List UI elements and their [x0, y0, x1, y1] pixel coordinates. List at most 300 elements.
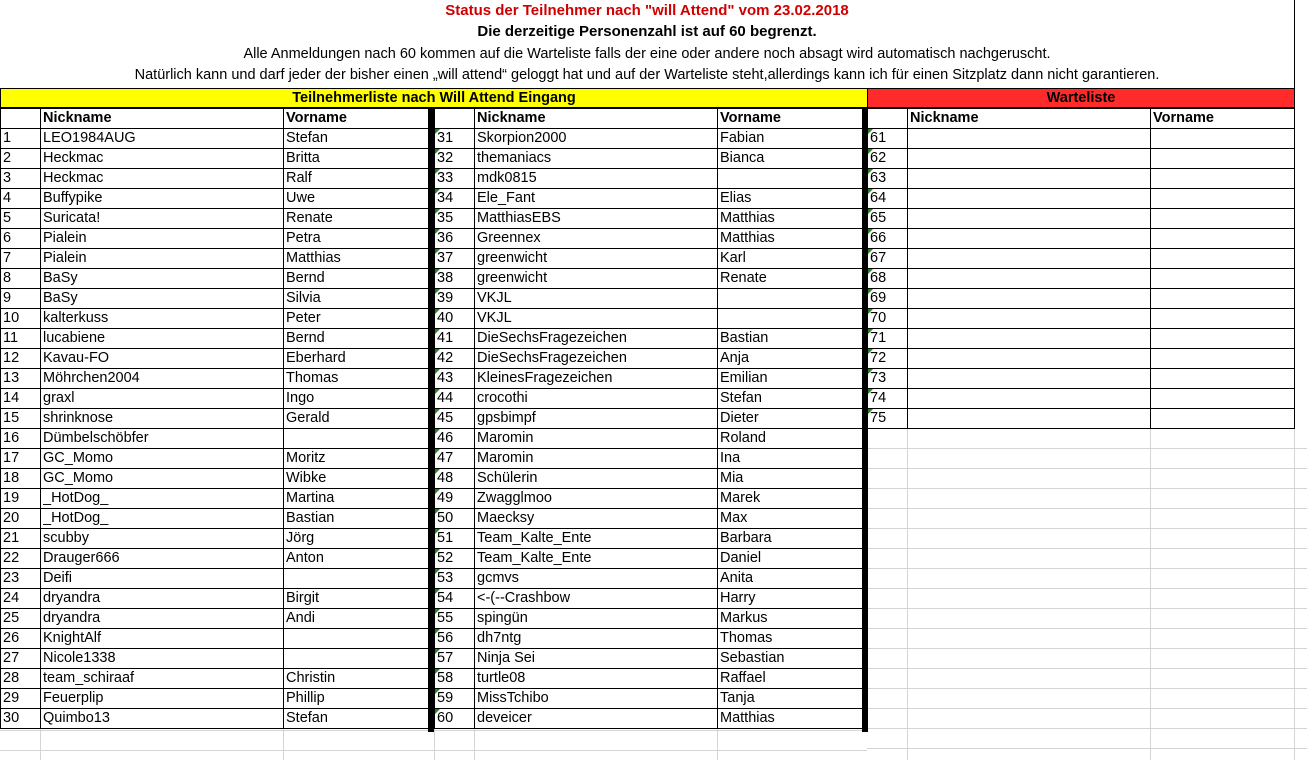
- grid-line: [474, 728, 475, 760]
- nickname-cell[interactable]: [910, 268, 1149, 288]
- vorname-cell[interactable]: [1153, 328, 1293, 348]
- nickname-cell[interactable]: Team_Kalte_Ente: [477, 550, 592, 566]
- row-number[interactable]: 4: [3, 190, 12, 206]
- participants-section-title[interactable]: Teilnehmerliste nach Will Attend Eingang: [0, 88, 867, 108]
- nickname-cell[interactable]: Drauger666: [43, 550, 120, 566]
- grid-line: [867, 708, 1307, 709]
- nickname-cell[interactable]: [910, 208, 1149, 228]
- grid-line: [1294, 108, 1295, 428]
- vorname-cell[interactable]: [1153, 348, 1293, 368]
- vorname-cell[interactable]: Matthias: [720, 710, 775, 726]
- vorname-cell[interactable]: Wibke: [286, 470, 327, 486]
- column-header-vorname[interactable]: Vorname: [1153, 110, 1214, 126]
- row-number[interactable]: 53: [437, 570, 454, 586]
- vorname-cell[interactable]: [720, 168, 861, 188]
- vorname-cell[interactable]: [1153, 288, 1293, 308]
- vorname-cell[interactable]: Marek: [720, 490, 761, 506]
- nickname-cell[interactable]: [910, 288, 1149, 308]
- row-number[interactable]: 32: [437, 150, 454, 166]
- row-number[interactable]: 50: [437, 510, 454, 526]
- page-title: Status der Teilnehmer nach "will Attend" vom 23.02.2018: [445, 2, 849, 19]
- nickname-cell[interactable]: [910, 148, 1149, 168]
- vorname-cell[interactable]: Peter: [286, 310, 321, 326]
- grid-line: [867, 528, 1307, 529]
- grid-line: [0, 148, 429, 149]
- grid-line: [0, 348, 429, 349]
- spreadsheet-grid[interactable]: [0, 108, 1307, 760]
- vorname-cell[interactable]: Britta: [286, 150, 320, 166]
- comment-indicator-icon: [435, 289, 440, 294]
- nickname-cell[interactable]: Zwagglmoo: [477, 490, 552, 506]
- vorname-cell[interactable]: Anton: [286, 550, 324, 566]
- nickname-cell[interactable]: graxl: [43, 390, 75, 406]
- vorname-cell[interactable]: [1153, 388, 1293, 408]
- nickname-cell[interactable]: Maromin: [477, 450, 534, 466]
- comment-indicator-icon: [868, 289, 873, 294]
- nickname-cell[interactable]: Deifi: [43, 570, 73, 586]
- grid-line: [867, 668, 1307, 669]
- grid-line: [1150, 428, 1151, 760]
- row-number[interactable]: 71: [870, 330, 887, 346]
- row-number[interactable]: 51: [437, 530, 454, 546]
- row-number[interactable]: 13: [3, 370, 20, 386]
- comment-indicator-icon: [435, 149, 440, 154]
- grid-line: [867, 428, 1295, 429]
- vorname-cell[interactable]: Matthias: [720, 210, 775, 226]
- vorname-cell[interactable]: Ina: [720, 450, 741, 466]
- vorname-cell[interactable]: Anja: [720, 350, 750, 366]
- column-header-nickname[interactable]: Nickname: [477, 110, 546, 126]
- vorname-cell[interactable]: Andi: [286, 610, 316, 626]
- vorname-cell[interactable]: Birgit: [286, 590, 320, 606]
- waitlist-note: Alle Anmeldungen nach 60 kommen auf die Warteliste falls der eine oder andere noch absagt wird automatisch nachgeruscht.: [243, 46, 1051, 62]
- grid-line: [434, 728, 863, 729]
- grid-line: [867, 548, 1307, 549]
- vorname-cell[interactable]: Max: [720, 510, 748, 526]
- nickname-cell[interactable]: KnightAlf: [43, 630, 102, 646]
- nickname-cell[interactable]: [910, 128, 1149, 148]
- row-number[interactable]: 55: [437, 610, 454, 626]
- nickname-cell[interactable]: Pialein: [43, 230, 87, 246]
- vorname-cell[interactable]: Bastian: [720, 330, 769, 346]
- nickname-cell[interactable]: [910, 388, 1149, 408]
- nickname-cell[interactable]: dryandra: [43, 590, 101, 606]
- grid-line: [867, 568, 1307, 569]
- vorname-cell[interactable]: Matthias: [720, 230, 775, 246]
- vorname-cell[interactable]: [1153, 368, 1293, 388]
- row-number[interactable]: 65: [870, 210, 887, 226]
- row-number[interactable]: 1: [3, 130, 12, 146]
- nickname-cell[interactable]: DieSechsFragezeichen: [477, 330, 627, 346]
- row-number[interactable]: 58: [437, 670, 454, 686]
- grid-line: [867, 168, 1295, 169]
- nickname-cell[interactable]: Maromin: [477, 430, 534, 446]
- column-header-nickname[interactable]: Nickname: [910, 110, 979, 126]
- comment-indicator-icon: [868, 309, 873, 314]
- vorname-cell[interactable]: Dieter: [720, 410, 759, 426]
- nickname-cell[interactable]: Quimbo13: [43, 710, 110, 726]
- vorname-cell[interactable]: Stefan: [720, 390, 762, 406]
- row-number[interactable]: 20: [3, 510, 20, 526]
- row-number[interactable]: 14: [3, 390, 20, 406]
- nickname-cell[interactable]: _HotDog_: [43, 510, 109, 526]
- vorname-cell[interactable]: Martina: [286, 490, 335, 506]
- nickname-cell[interactable]: [910, 328, 1149, 348]
- row-number[interactable]: 37: [437, 250, 454, 266]
- row-number[interactable]: 59: [437, 690, 454, 706]
- vorname-cell[interactable]: [1153, 148, 1293, 168]
- row-number[interactable]: 26: [3, 630, 20, 646]
- comment-indicator-icon: [435, 449, 440, 454]
- vorname-cell[interactable]: Stefan: [286, 710, 328, 726]
- grid-line: [0, 548, 429, 549]
- row-number[interactable]: 45: [437, 410, 454, 426]
- nickname-cell[interactable]: mdk0815: [477, 170, 537, 186]
- vorname-cell[interactable]: Anita: [720, 570, 754, 586]
- vorname-cell[interactable]: Emilian: [720, 370, 768, 386]
- row-number[interactable]: 73: [870, 370, 887, 386]
- grid-line: [434, 648, 863, 649]
- vorname-cell[interactable]: Stefan: [286, 130, 328, 146]
- grid-line: [867, 588, 1307, 589]
- grid-line: [40, 728, 41, 760]
- row-number[interactable]: 49: [437, 490, 454, 506]
- nickname-cell[interactable]: shrinknose: [43, 410, 114, 426]
- row-number[interactable]: 24: [3, 590, 20, 606]
- row-number[interactable]: 56: [437, 630, 454, 646]
- row-number[interactable]: 5: [3, 210, 12, 226]
- vorname-cell[interactable]: Bianca: [720, 150, 765, 166]
- nickname-cell[interactable]: Skorpion2000: [477, 130, 567, 146]
- vorname-cell[interactable]: Fabian: [720, 130, 765, 146]
- vorname-cell[interactable]: Petra: [286, 230, 321, 246]
- row-number[interactable]: 54: [437, 590, 454, 606]
- nickname-cell[interactable]: Heckmac: [43, 150, 104, 166]
- row-number[interactable]: 64: [870, 190, 887, 206]
- row-number[interactable]: 33: [437, 170, 454, 186]
- row-number[interactable]: 47: [437, 450, 454, 466]
- vorname-cell[interactable]: [1153, 248, 1293, 268]
- row-number[interactable]: 60: [437, 710, 454, 726]
- nickname-cell[interactable]: Dümbelschöbfer: [43, 430, 149, 446]
- nickname-cell[interactable]: [910, 348, 1149, 368]
- vorname-cell[interactable]: Phillip: [286, 690, 325, 706]
- vorname-cell[interactable]: Sebastian: [720, 650, 785, 666]
- grid-line: [0, 288, 429, 289]
- grid-line: [907, 428, 908, 760]
- nickname-cell[interactable]: KleinesFragezeichen: [477, 370, 613, 386]
- grid-line: [434, 588, 863, 589]
- vorname-cell[interactable]: [1153, 408, 1293, 428]
- nickname-cell[interactable]: Team_Kalte_Ente: [477, 530, 592, 546]
- vorname-cell[interactable]: Mia: [720, 470, 744, 486]
- nickname-cell[interactable]: team_schiraaf: [43, 670, 135, 686]
- vorname-cell[interactable]: [286, 628, 427, 648]
- comment-indicator-icon: [868, 389, 873, 394]
- vorname-cell[interactable]: [1153, 128, 1293, 148]
- row-number[interactable]: 75: [870, 410, 887, 426]
- nickname-cell[interactable]: Ele_Fant: [477, 190, 536, 206]
- row-number[interactable]: 22: [3, 550, 20, 566]
- nickname-cell[interactable]: greenwicht: [477, 270, 548, 286]
- vorname-cell[interactable]: Bernd: [286, 270, 325, 286]
- nickname-cell[interactable]: themaniacs: [477, 150, 552, 166]
- grid-line: [434, 528, 863, 529]
- header-border: [1294, 0, 1295, 88]
- grid-line: [0, 228, 429, 229]
- vorname-cell[interactable]: [1153, 268, 1293, 288]
- grid-line: [867, 248, 1295, 249]
- nickname-cell[interactable]: [910, 188, 1149, 208]
- row-number[interactable]: 12: [3, 350, 20, 366]
- grid-line: [1294, 428, 1295, 760]
- row-number[interactable]: 41: [437, 330, 454, 346]
- waitlist-section-title[interactable]: Warteliste: [867, 88, 1295, 108]
- nickname-cell[interactable]: [910, 228, 1149, 248]
- comment-indicator-icon: [435, 609, 440, 614]
- vorname-cell[interactable]: Renate: [720, 270, 767, 286]
- nickname-cell[interactable]: VKJL: [477, 290, 512, 306]
- grid-line: [283, 728, 284, 760]
- grid-line: [867, 268, 1295, 269]
- row-number[interactable]: 42: [437, 350, 454, 366]
- vorname-cell[interactable]: Renate: [286, 210, 333, 226]
- row-number[interactable]: 19: [3, 490, 20, 506]
- vorname-cell[interactable]: [1153, 168, 1293, 188]
- row-number[interactable]: 72: [870, 350, 887, 366]
- vorname-cell[interactable]: Jörg: [286, 530, 315, 546]
- row-number[interactable]: 48: [437, 470, 454, 486]
- vorname-cell[interactable]: [1153, 188, 1293, 208]
- nickname-cell[interactable]: <-(--Crashbow: [477, 590, 571, 606]
- nickname-cell[interactable]: Nicole1338: [43, 650, 116, 666]
- nickname-cell[interactable]: turtle08: [477, 670, 526, 686]
- grid-line: [867, 488, 1307, 489]
- grid-line: [434, 128, 863, 129]
- row-number[interactable]: 66: [870, 230, 887, 246]
- comment-indicator-icon: [868, 329, 873, 334]
- row-number[interactable]: 39: [437, 290, 454, 306]
- row-number[interactable]: 10: [3, 310, 20, 326]
- row-number[interactable]: 3: [3, 170, 12, 186]
- comment-indicator-icon: [435, 709, 440, 714]
- row-number[interactable]: 69: [870, 290, 887, 306]
- row-number[interactable]: 2: [3, 150, 12, 166]
- row-number[interactable]: 8: [3, 270, 12, 286]
- grid-line: [867, 608, 1307, 609]
- grid-line: [434, 708, 863, 709]
- vorname-cell[interactable]: Elias: [720, 190, 752, 206]
- vorname-cell[interactable]: Ralf: [286, 170, 312, 186]
- nickname-cell[interactable]: [910, 248, 1149, 268]
- vorname-cell[interactable]: Matthias: [286, 250, 341, 266]
- nickname-cell[interactable]: Maecksy: [477, 510, 535, 526]
- comment-indicator-icon: [435, 589, 440, 594]
- nickname-cell[interactable]: Suricata!: [43, 210, 101, 226]
- nickname-cell[interactable]: dh7ntg: [477, 630, 522, 646]
- row-number[interactable]: 11: [3, 330, 19, 346]
- nickname-cell[interactable]: Feuerplip: [43, 690, 104, 706]
- vorname-cell[interactable]: Moritz: [286, 450, 326, 466]
- nickname-cell[interactable]: GC_Momo: [43, 470, 114, 486]
- grid-line: [40, 108, 41, 728]
- vorname-cell[interactable]: Bastian: [286, 510, 335, 526]
- row-number[interactable]: 9: [3, 290, 12, 306]
- vorname-cell[interactable]: [286, 568, 427, 588]
- nickname-cell[interactable]: Ninja Sei: [477, 650, 536, 666]
- nickname-cell[interactable]: Möhrchen2004: [43, 370, 140, 386]
- nickname-cell[interactable]: Schülerin: [477, 470, 538, 486]
- comment-indicator-icon: [435, 349, 440, 354]
- nickname-cell[interactable]: LEO1984AUG: [43, 130, 136, 146]
- vorname-cell[interactable]: Harry: [720, 590, 756, 606]
- vorname-cell[interactable]: Eberhard: [286, 350, 346, 366]
- vorname-cell[interactable]: Raffael: [720, 670, 766, 686]
- row-number[interactable]: 28: [3, 670, 20, 686]
- nickname-cell[interactable]: Greennex: [477, 230, 541, 246]
- row-number[interactable]: 61: [870, 130, 887, 146]
- row-number[interactable]: 29: [3, 690, 20, 706]
- grid-line: [0, 648, 429, 649]
- vorname-cell[interactable]: Thomas: [720, 630, 773, 646]
- vorname-cell[interactable]: Bernd: [286, 330, 325, 346]
- vorname-cell[interactable]: Markus: [720, 610, 768, 626]
- comment-indicator-icon: [435, 209, 440, 214]
- row-number[interactable]: 70: [870, 310, 887, 326]
- row-number[interactable]: 57: [437, 650, 454, 666]
- nickname-cell[interactable]: Kavau-FO: [43, 350, 110, 366]
- row-number[interactable]: 40: [437, 310, 454, 326]
- nickname-cell[interactable]: dryandra: [43, 610, 101, 626]
- nickname-cell[interactable]: [910, 408, 1149, 428]
- row-number[interactable]: 36: [437, 230, 454, 246]
- grid-line: [434, 348, 863, 349]
- vorname-cell[interactable]: Christin: [286, 670, 336, 686]
- nickname-cell[interactable]: [910, 368, 1149, 388]
- vorname-cell[interactable]: Silvia: [286, 290, 321, 306]
- vorname-cell[interactable]: [1153, 308, 1293, 328]
- vorname-cell[interactable]: Roland: [720, 430, 766, 446]
- column-header-nickname[interactable]: Nickname: [43, 110, 112, 126]
- vorname-cell[interactable]: [286, 428, 427, 448]
- row-number[interactable]: 63: [870, 170, 887, 186]
- row-number[interactable]: 34: [437, 190, 454, 206]
- comment-indicator-icon: [435, 529, 440, 534]
- row-number[interactable]: 44: [437, 390, 454, 406]
- comment-indicator-icon: [435, 469, 440, 474]
- column-separator: [428, 108, 434, 732]
- vorname-cell[interactable]: [1153, 228, 1293, 248]
- column-header-vorname[interactable]: Vorname: [286, 110, 347, 126]
- row-number[interactable]: 7: [3, 250, 12, 266]
- vorname-cell[interactable]: Daniel: [720, 550, 762, 566]
- row-number[interactable]: 23: [3, 570, 20, 586]
- nickname-cell[interactable]: kalterkuss: [43, 310, 109, 326]
- grid-line: [0, 668, 429, 669]
- row-number[interactable]: 15: [3, 410, 20, 426]
- row-number[interactable]: 18: [3, 470, 20, 486]
- grid-line: [434, 108, 863, 109]
- row-number[interactable]: 46: [437, 430, 454, 446]
- nickname-cell[interactable]: spingün: [477, 610, 528, 626]
- grid-line: [867, 368, 1295, 369]
- nickname-cell[interactable]: VKJL: [477, 310, 512, 326]
- column-header-vorname[interactable]: Vorname: [720, 110, 781, 126]
- nickname-cell[interactable]: lucabiene: [43, 330, 106, 346]
- nickname-cell[interactable]: [910, 308, 1149, 328]
- nickname-cell[interactable]: MatthiasEBS: [477, 210, 561, 226]
- nickname-cell[interactable]: greenwicht: [477, 250, 548, 266]
- grid-line: [0, 108, 429, 109]
- row-number[interactable]: 62: [870, 150, 887, 166]
- nickname-cell[interactable]: gpsbimpf: [477, 410, 536, 426]
- nickname-cell[interactable]: crocothi: [477, 390, 528, 406]
- nickname-cell[interactable]: Heckmac: [43, 170, 104, 186]
- grid-line: [434, 328, 863, 329]
- vorname-cell[interactable]: [720, 308, 861, 328]
- nickname-cell[interactable]: BaSy: [43, 290, 78, 306]
- nickname-cell[interactable]: scubby: [43, 530, 89, 546]
- grid-line: [434, 168, 863, 169]
- grid-line: [434, 308, 863, 309]
- row-number[interactable]: 16: [3, 430, 20, 446]
- grid-line: [434, 448, 863, 449]
- nickname-cell[interactable]: BaSy: [43, 270, 78, 286]
- vorname-cell[interactable]: Gerald: [286, 410, 330, 426]
- row-number[interactable]: 27: [3, 650, 20, 666]
- vorname-cell[interactable]: [286, 648, 427, 668]
- vorname-cell[interactable]: [1153, 208, 1293, 228]
- row-number[interactable]: 52: [437, 550, 454, 566]
- vorname-cell[interactable]: Karl: [720, 250, 746, 266]
- comment-indicator-icon: [868, 209, 873, 214]
- grid-line: [0, 468, 429, 469]
- vorname-cell[interactable]: Tanja: [720, 690, 755, 706]
- nickname-cell[interactable]: _HotDog_: [43, 490, 109, 506]
- nickname-cell[interactable]: Buffypike: [43, 190, 103, 206]
- vorname-cell[interactable]: Ingo: [286, 390, 315, 406]
- nickname-cell[interactable]: [910, 168, 1149, 188]
- row-number[interactable]: 68: [870, 270, 887, 286]
- nickname-cell[interactable]: DieSechsFragezeichen: [477, 350, 627, 366]
- row-number[interactable]: 38: [437, 270, 454, 286]
- grid-line: [0, 268, 429, 269]
- row-number[interactable]: 31: [437, 130, 454, 146]
- nickname-cell[interactable]: deveicer: [477, 710, 532, 726]
- row-number[interactable]: 6: [3, 230, 12, 246]
- row-number[interactable]: 67: [870, 250, 887, 266]
- vorname-cell[interactable]: Thomas: [286, 370, 339, 386]
- vorname-cell[interactable]: [720, 288, 861, 308]
- row-number[interactable]: 35: [437, 210, 454, 226]
- nickname-cell[interactable]: MissTchibo: [477, 690, 549, 706]
- vorname-cell[interactable]: Barbara: [720, 530, 772, 546]
- row-number[interactable]: 21: [3, 530, 20, 546]
- row-number[interactable]: 17: [3, 450, 20, 466]
- grid-line: [0, 328, 429, 329]
- grid-line: [867, 728, 1307, 729]
- grid-line: [0, 608, 429, 609]
- comment-indicator-icon: [435, 269, 440, 274]
- row-number[interactable]: 43: [437, 370, 454, 386]
- row-number[interactable]: 30: [3, 710, 20, 726]
- row-number[interactable]: 74: [870, 390, 887, 406]
- vorname-cell[interactable]: Uwe: [286, 190, 316, 206]
- nickname-cell[interactable]: Pialein: [43, 250, 87, 266]
- nickname-cell[interactable]: GC_Momo: [43, 450, 114, 466]
- nickname-cell[interactable]: gcmvs: [477, 570, 519, 586]
- row-number[interactable]: 25: [3, 610, 20, 626]
